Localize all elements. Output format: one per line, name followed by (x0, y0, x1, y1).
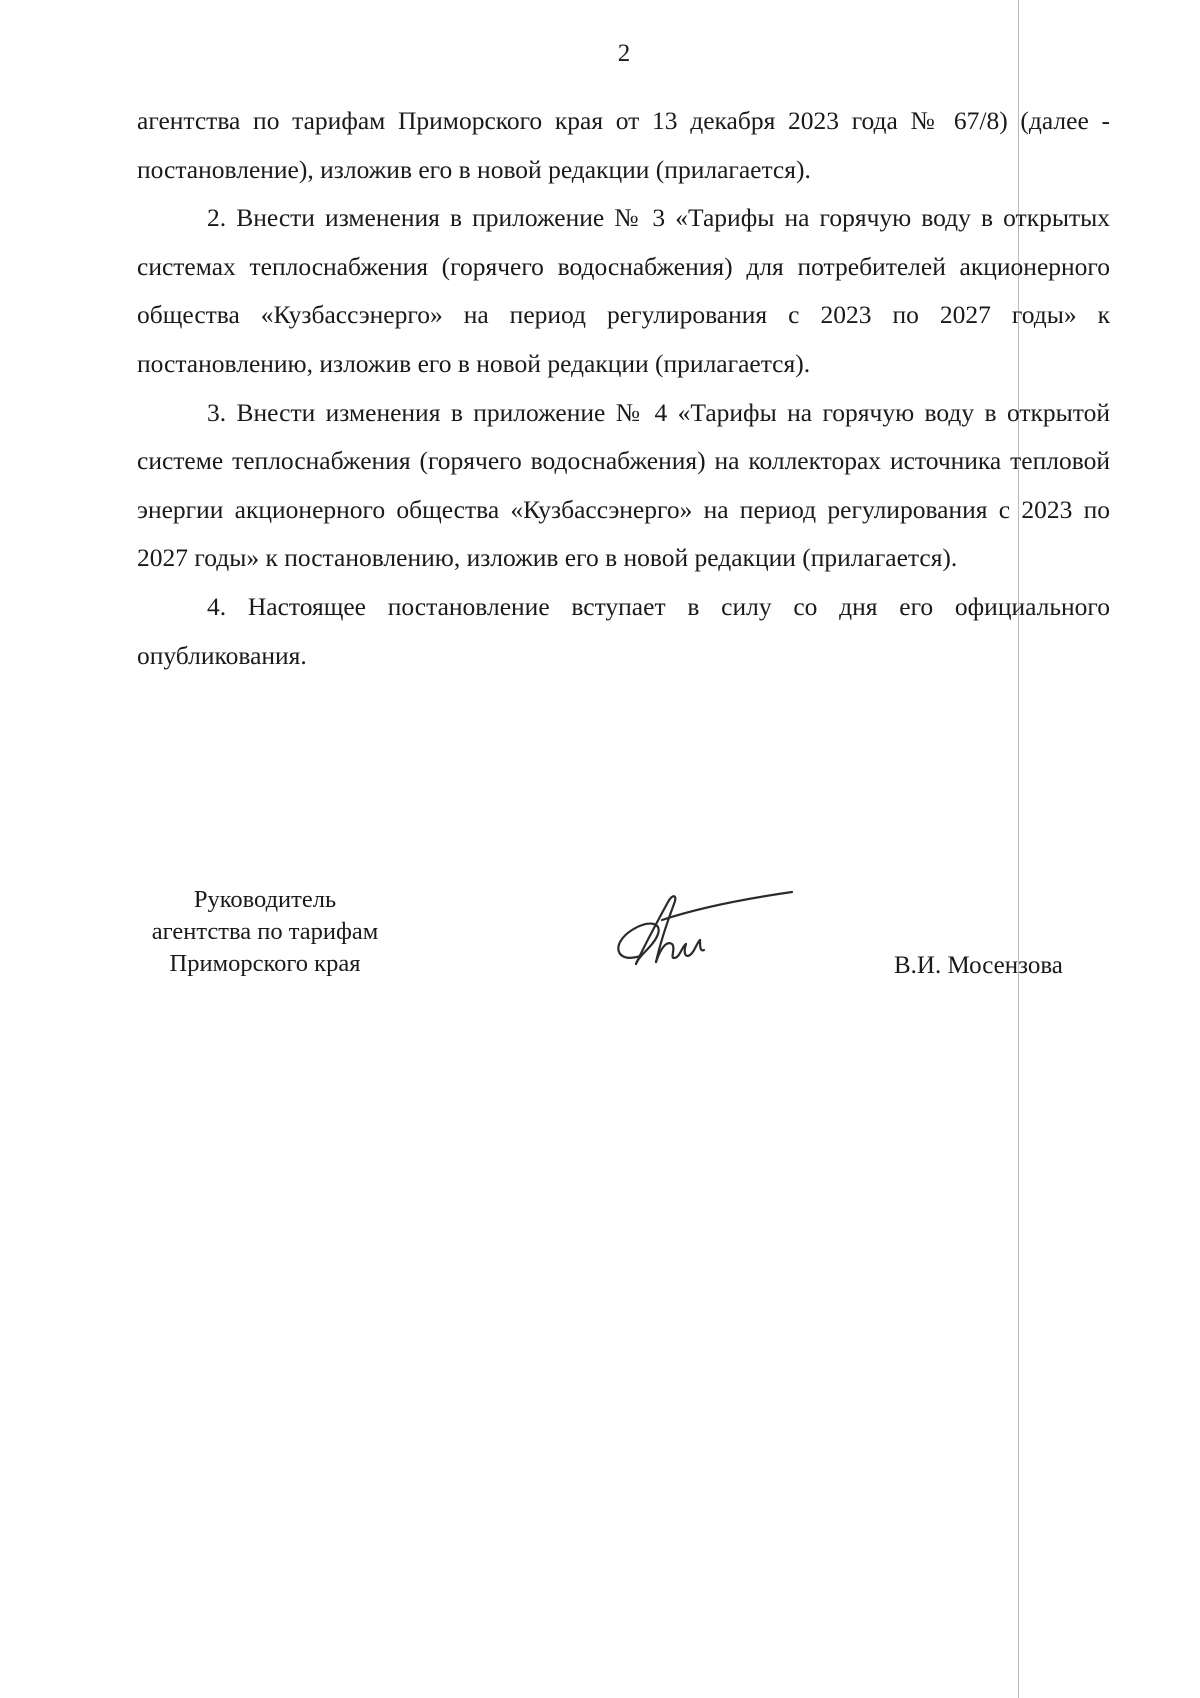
paragraph-item-3: 3. Внести изменения в приложение № 4 «Тарифы на горячую воду в открытой системе теплоснабжения (горячего водоснабжения) на коллекторах источника тепловой энергии акционерного общества «Кузбассэнерго» на период регулирования с 2023 по 2027 годы» к постановлению, изложив его в новой редакции (прилагается). (137, 397, 1110, 573)
document-body (137, 97, 1110, 680)
paragraph-item-4: 4. Настоящее постановление вступает в силу со дня его официального опубликования. (137, 591, 1110, 670)
page-number: 2 (617, 40, 631, 67)
signer-title-line: Руководитель (193, 886, 337, 913)
signer-title-line: Приморского края (169, 950, 361, 977)
signer-title-line: агентства по тарифам (151, 918, 379, 945)
signature-block (0, 884, 1200, 1004)
paragraph-continuation: агентства по тарифам Приморского края от 13 декабря 2023 года № 67/8) (далее - постановление), изложив его в новой редакции (прилагается). (137, 106, 1110, 184)
paragraph-item-2: 2. Внести изменения в приложение № 3 «Тарифы на горячую воду в открытых системах теплоснабжения (горячего водоснабжения) для потребителей акционерного общества «Кузбассэнерго» на период регулирования с 2023 по 2027 годы» к постановлению, изложив его в новой редакции (прилагается). (137, 203, 1110, 378)
handwritten-signature (596, 884, 796, 984)
signer-name: В.И. Мосензова (894, 952, 1063, 979)
signer-title (130, 884, 400, 980)
